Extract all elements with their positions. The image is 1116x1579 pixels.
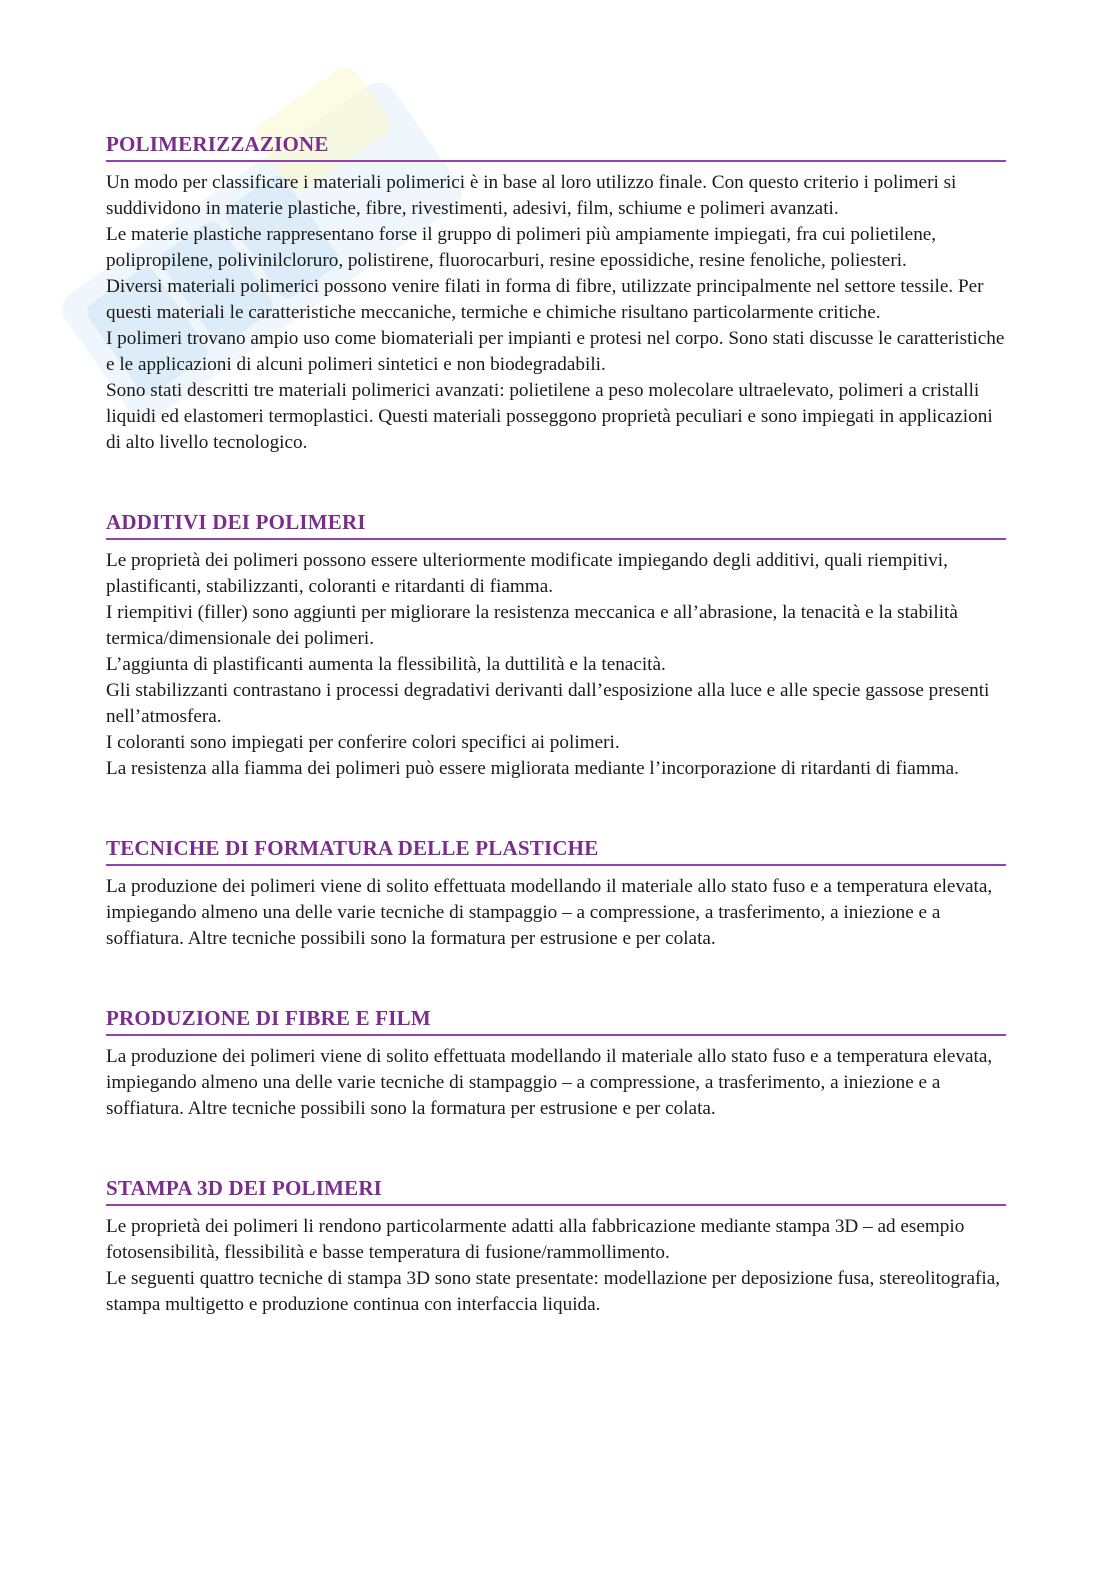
section-tecniche-formatura xyxy=(106,834,1006,952)
section-heading: STAMPA 3D DEI POLIMERI xyxy=(106,1174,1006,1206)
paragraph: La produzione dei polimeri viene di solito effettuata modellando il materiale allo stato fuso e a temperatura elevata, impiegando almeno una delle varie tecniche di stampaggio – a compressione, a trasferimento, a iniezione e a soffiatura. Altre tecniche possibili sono la formatura per estrusione e per colata. xyxy=(106,1046,993,1119)
paragraph: Sono stati descritti tre materiali polimerici avanzati: polietilene a peso molecolare ultraelevato, polimeri a cristalli liquidi ed elastomeri termoplastici. Questi materiali posseggono proprietà peculiari e sono impiegati in applicazioni di alto livello tecnologico. xyxy=(106,380,993,453)
paragraph: La produzione dei polimeri viene di solito effettuata modellando il materiale allo stato fuso e a temperatura elevata, impiegando almeno una delle varie tecniche di stampaggio – a compressione, a trasferimento, a iniezione e a soffiatura. Altre tecniche possibili sono la formatura per estrusione e per colata. xyxy=(106,876,993,949)
paragraph: Le proprietà dei polimeri possono essere ulteriormente modificate impiegando degli additivi, quali riempitivi, plastificanti, stabilizzanti, coloranti e ritardanti di fiamma. xyxy=(106,550,948,597)
section-heading: TECNICHE DI FORMATURA DELLE PLASTICHE xyxy=(106,834,1006,866)
paragraph: I polimeri trovano ampio uso come biomateriali per impianti e protesi nel corpo. Sono stati discusse le caratteristiche e le applicazioni di alcuni polimeri sintetici e non biodegradabili. xyxy=(106,328,1005,375)
section-polimerizzazione xyxy=(106,130,1006,456)
section-additivi xyxy=(106,508,1006,782)
paragraph: Le materie plastiche rappresentano forse il gruppo di polimeri più ampiamente impiegati, fra cui polietilene, polipropilene, polivinilcloruro, polistirene, fluorocarburi, resine epossidiche, resine fenoliche, poliesteri. xyxy=(106,224,937,271)
section-heading: PRODUZIONE DI FIBRE E FILM xyxy=(106,1004,1006,1036)
section-fibre-film xyxy=(106,1004,1006,1122)
document-page xyxy=(106,130,1006,1370)
paragraph: Gli stabilizzanti contrastano i processi degradativi derivanti dall’esposizione alla luce e alle specie gassose presenti nell’atmosfera. xyxy=(106,680,990,727)
section-heading: POLIMERIZZAZIONE xyxy=(106,130,1006,162)
paragraph: I coloranti sono impiegati per conferire colori specifici ai polimeri. xyxy=(106,732,620,753)
paragraph: Un modo per classificare i materiali polimerici è in base al loro utilizzo finale. Con questo criterio i polimeri si suddividono in materie plastiche, fibre, rivestimenti, adesivi, film, schiume e polimeri avanzati. xyxy=(106,172,957,219)
paragraph: Le seguenti quattro tecniche di stampa 3D sono state presentate: modellazione per deposizione fusa, stereolitografia, stampa multigetto e produzione continua con interfaccia liquida. xyxy=(106,1268,1001,1315)
section-stampa-3d xyxy=(106,1174,1006,1318)
paragraph: I riempitivi (filler) sono aggiunti per migliorare la resistenza meccanica e all’abrasione, la tenacità e la stabilità termica/dimensionale dei polimeri. xyxy=(106,602,958,649)
paragraph: La resistenza alla fiamma dei polimeri può essere migliorata mediante l’incorporazione di ritardanti di fiamma. xyxy=(106,758,959,779)
paragraph: L’aggiunta di plastificanti aumenta la flessibilità, la duttilità e la tenacità. xyxy=(106,654,666,675)
paragraph: Le proprietà dei polimeri li rendono particolarmente adatti alla fabbricazione mediante stampa 3D – ad esempio fotosensibilità, flessibilità e basse temperatura di fusione/rammollimento. xyxy=(106,1216,965,1263)
paragraph: Diversi materiali polimerici possono venire filati in forma di fibre, utilizzate principalmente nel settore tessile. Per questi materiali le caratteristiche meccaniche, termiche e chimiche risultano particolarmente critiche. xyxy=(106,276,984,323)
section-heading: ADDITIVI DEI POLIMERI xyxy=(106,508,1006,540)
